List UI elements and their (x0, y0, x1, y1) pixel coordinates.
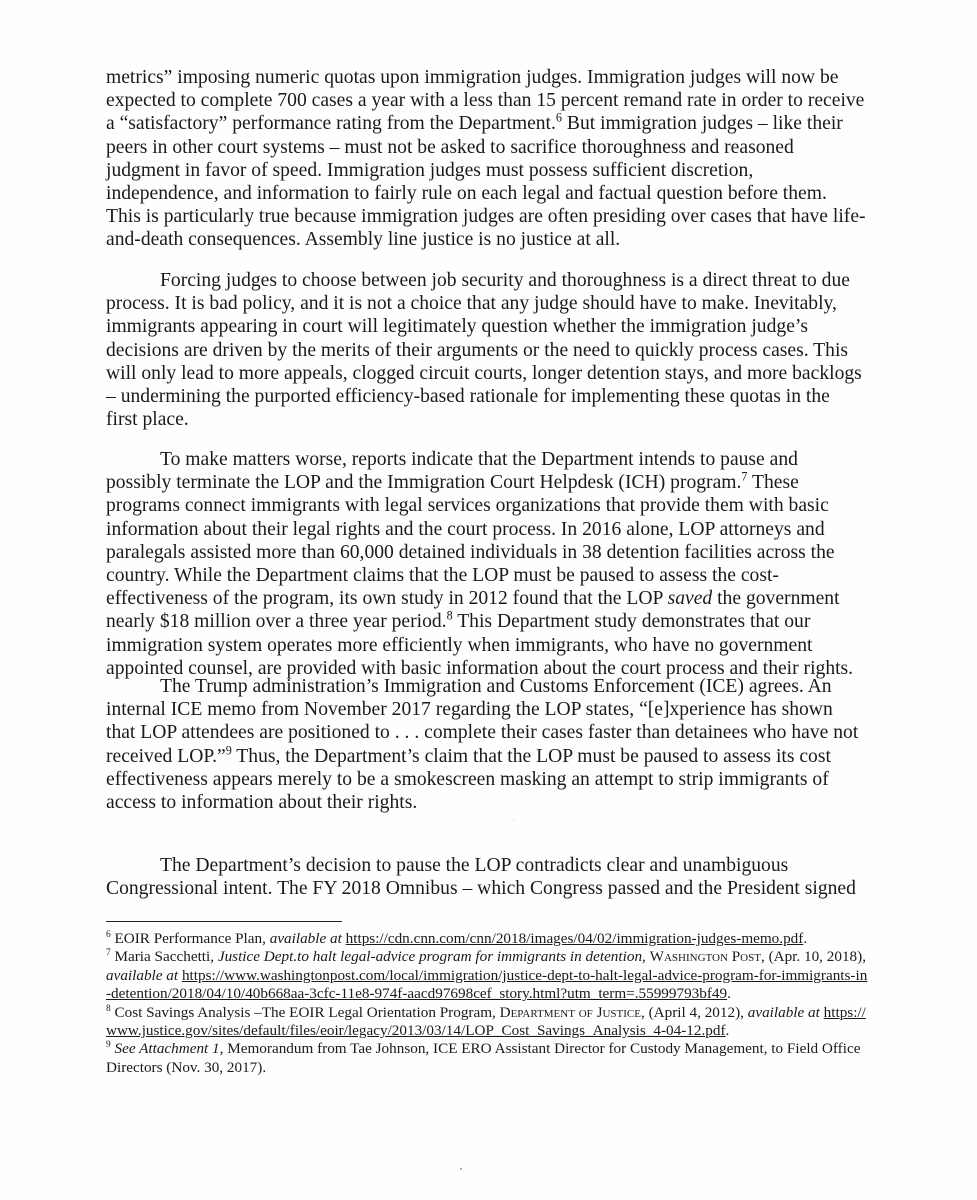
paragraph-text: The Department’s decision to pause the LOP contradicts clear and unambiguous Congressional intent. The FY 2018 Omnibus – which Congress passed and the President signed (106, 855, 856, 900)
footnote-italic: available at (106, 966, 179, 984)
paragraph-congressional-intent (106, 854, 866, 900)
paragraph-ice-memo (106, 675, 866, 814)
footnote-ref-8[interactable]: 8 (446, 608, 453, 623)
footnote-link-cnn[interactable]: https://cdn.cnn.com/cnn/2018/images/04/02/immigration-judges-memo.pdf (345, 930, 804, 947)
footnote-link-washingtonpost[interactable]: https://www.washingtonpost.com/local/immigration/justice-dept-to-halt-legal-advice-program-for-immigrants-in-detention/2018/04/10/40b668aa-3cfc-11e8-974f-aacd97698cef_story.html?utm_term=.55999793bf49 (106, 966, 868, 1003)
footnote-publication: Department of Justice (499, 1003, 641, 1021)
paragraph-text: To make matters worse, reports indicate that the Department intends to pause and possibly terminate the LOP and the Immigration Court Helpdesk (ICH) program. (106, 449, 798, 494)
footnote-italic: See Attachment 1 (110, 1040, 220, 1058)
paragraph-due-process (106, 269, 866, 431)
footnote-number: 8 (106, 1003, 111, 1014)
paragraph-text: the government nearly $18 million over a three year period. (106, 588, 840, 633)
footnote-ref-7[interactable]: 7 (741, 469, 748, 484)
paragraph-text: metrics” imposing numeric quotas upon immigration judges. Immigration judges will now be expected to complete 700 cases a year with a less than 15 percent remand rate in order to receive a “satisfactory” performance rating from the Department. (106, 67, 865, 135)
footnote-ref-9[interactable]: 9 (225, 743, 232, 758)
footnote-9 (106, 1040, 868, 1077)
footnote-text: Cost Savings Analysis –The EOIR Legal Orientation Program, (110, 1003, 500, 1021)
footnote-text: . (803, 930, 808, 947)
footnote-publication: Washington Post (649, 948, 761, 966)
footnote-ref-6[interactable]: 6 (555, 110, 562, 125)
footnote-italic: Justice Dept.to halt legal-advice program for immigrants in detention (217, 948, 643, 966)
footnote-text: . (725, 1022, 730, 1040)
footnote-text: . (727, 985, 731, 1003)
paragraph-text: The Trump administration’s Immigration and Customs Enforcement (ICE) agrees. An internal ICE memo from November 2017 regarding the LOP states, “[e]xperience has shown that LOP attendees are positioned to . . . complete their cases faster than detainees who have not received LOP.” (106, 676, 859, 767)
footnote-8 (106, 1004, 868, 1041)
footnote-italic: available at (269, 930, 342, 947)
footnote-text: , Memorandum from Tae Johnson, ICE ERO Assistant Director for Custody Management, to Field Office Directors (Nov. 30, 2017). (106, 1040, 861, 1076)
footnote-number: 9 (106, 1040, 111, 1051)
paragraph-text: Thus, the Department’s claim that the LOP must be paused to assess its cost effectiveness appears merely to be a smokescreen masking an attempt to strip immigrants of access to information about their rights. (106, 745, 831, 814)
footnote-6 (106, 930, 868, 948)
footnote-text: Maria Sacchetti, (110, 948, 218, 966)
paragraph-text: These programs connect immigrants with legal services organizations that provide them with basic information about their legal rights and the court process. In 2016 alone, LOP attorneys and paralegals assisted more than 60,000 detained individuals in 38 detention facilities across the country. While the Department claims that the LOP must be paused to assess the cost-effectiveness of the program, its own study in 2012 found that the LOP (106, 472, 835, 610)
footnote-italic: available at (747, 1003, 820, 1021)
emphasis-saved: saved (667, 588, 713, 610)
footnote-text: , (Apr. 10, 2018), (760, 948, 867, 966)
paragraph-text: This Department study demonstrates that our immigration system operates more efficiently when immigrants, who have no government appointed counsel, are provided with basic information about the court process and their rights. (106, 611, 854, 679)
footnote-number: 7 (106, 948, 111, 959)
paragraph-lop-pause (106, 448, 866, 680)
footnote-text: EOIR Performance Plan, (110, 930, 270, 947)
paragraph-quotas (106, 66, 866, 252)
paragraph-text: Forcing judges to choose between job security and thoroughness is a direct threat to due process. It is bad policy, and it is not a choice that any judge should have to make. Inevitably, immigrants appearing in court will legitimately question whether the immigration judge’s decisions are driven by the merits of their arguments or the need to quickly process cases. This will only lead to more appeals, clogged circuit courts, longer detention stays, and more backlogs – undermining the purported efficiency-based rationale for implementing these quotas in the first place. (106, 270, 862, 431)
scan-speck (460, 1168, 462, 1170)
footnote-link-justice-gov[interactable]: https://www.justice.gov/sites/default/files/eoir/legacy/2013/03/14/LOP_Cost_Savings_Analysis_4-04-12.pdf (106, 1003, 866, 1040)
paragraph-text: But immigration judges – like their peers in other court systems – must not be asked to sacrifice thoroughness and reasoned judgment in favor of speed. Immigration judges must possess sufficient discretion, independence, and information to fairly rule on each legal and factual question before them. This is particularly true because immigration judges are often presiding over cases that have life-and-death consequences. Assembly line justice is no justice at all. (106, 113, 866, 251)
scan-speck (513, 820, 514, 821)
footnote-text: , (642, 948, 650, 966)
footnote-number: 6 (106, 929, 111, 940)
footnote-7 (106, 948, 868, 1003)
footnote-text: , (April 4, 2012), (641, 1003, 748, 1021)
footnote-separator (106, 921, 342, 922)
footnotes-section (106, 930, 868, 1077)
